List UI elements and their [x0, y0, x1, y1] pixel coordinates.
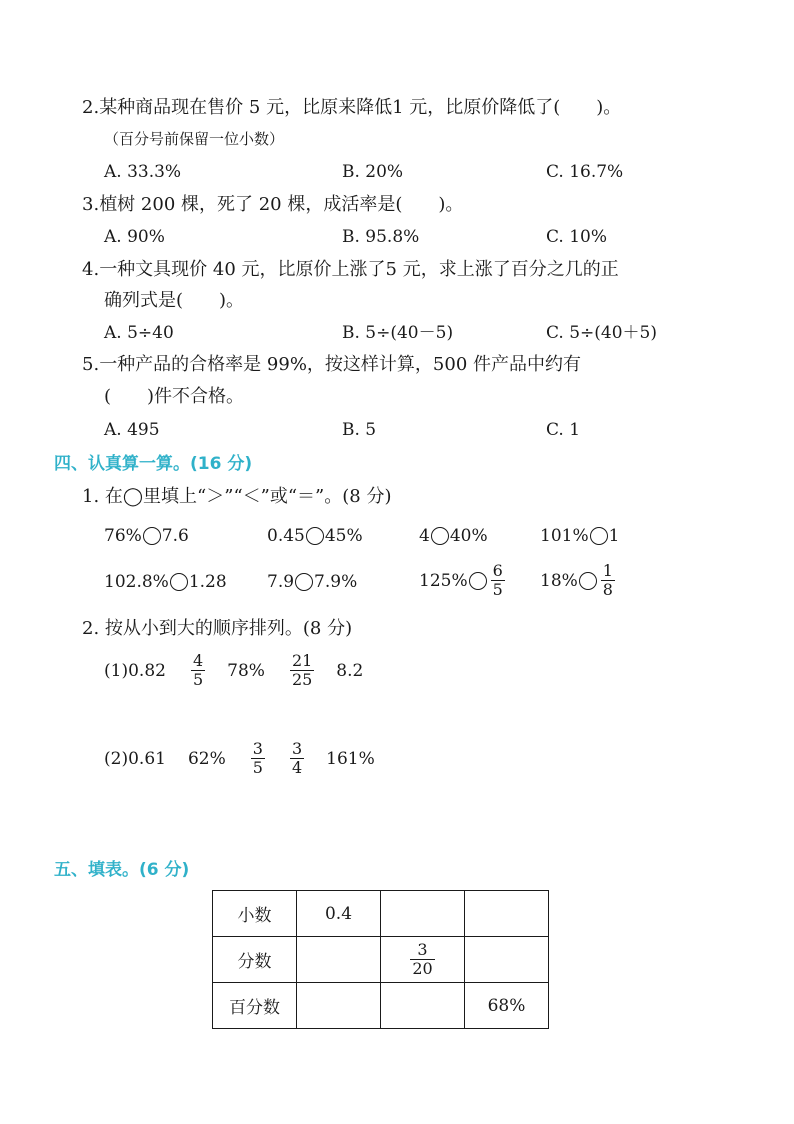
compare-left: 76% — [104, 526, 142, 546]
table-cell-blank[interactable] — [381, 891, 465, 937]
question-text: 一种文具现价 40 元，比原价上涨了5 元，求上涨了百分之几的正 — [99, 259, 619, 280]
compare-left: 102.8% — [104, 572, 169, 592]
section-5-title: 五、填表。(6 分) — [54, 860, 190, 880]
order-value: 78% — [227, 660, 265, 681]
answer-circle[interactable] — [590, 527, 608, 545]
answer-circle[interactable] — [143, 527, 161, 545]
table-cell: 68% — [465, 983, 549, 1029]
compare-left: 7.9 — [267, 572, 295, 592]
question-number: 3. — [82, 194, 100, 215]
question-3 — [82, 193, 463, 217]
question-2 — [82, 96, 621, 120]
question-text: 某种商品现在售价 5 元，比原来降低1 元，比原价降低了( )。 — [99, 97, 622, 118]
order-label: (1) — [104, 660, 129, 681]
option-a: A. 495 — [104, 420, 160, 440]
compare-item — [419, 524, 488, 548]
section-4-q2: 2. 按从小到大的顺序排列。(8 分) — [82, 618, 353, 639]
compare-right: 1.28 — [188, 572, 227, 592]
compare-item — [540, 524, 619, 548]
compare-item — [267, 570, 357, 594]
compare-item — [104, 570, 227, 594]
option-c: C. 16.7% — [546, 162, 624, 182]
order-value: 0.82 — [128, 660, 166, 681]
table-cell-blank[interactable] — [297, 983, 381, 1029]
conversion-table — [212, 890, 549, 1029]
question-text: 植树 200 棵，死了 20 棵，成活率是( )。 — [99, 194, 464, 215]
fraction-denominator: 5 — [252, 758, 263, 777]
question-number: 2. — [82, 97, 100, 118]
order-line-1 — [104, 652, 385, 689]
order-value: 62% — [187, 748, 226, 769]
section-4-title: 四、认真算一算。(16 分) — [54, 454, 253, 474]
question-number: 4. — [82, 259, 100, 280]
table-row — [213, 891, 549, 937]
row-header-fraction: 分数 — [213, 937, 297, 983]
question-4 — [82, 258, 619, 282]
fraction-numerator: 3 — [252, 739, 263, 758]
fraction-numerator: 6 — [492, 561, 503, 580]
compare-item — [540, 562, 618, 599]
order-label: (2) — [104, 748, 129, 769]
option-c: C. 10% — [546, 227, 607, 247]
option-c: C. 1 — [546, 420, 581, 440]
compare-left: 18% — [540, 570, 578, 591]
question-number: 5. — [82, 354, 100, 375]
fraction — [410, 941, 434, 978]
fraction-denominator: 25 — [291, 670, 313, 689]
fraction-numerator: 1 — [602, 561, 613, 580]
fraction-numerator: 21 — [291, 651, 313, 670]
compare-right: 1 — [608, 526, 620, 546]
fraction-denominator: 8 — [602, 580, 613, 599]
row-header-percent: 百分数 — [213, 983, 297, 1029]
fraction — [601, 562, 615, 599]
fraction-denominator: 20 — [412, 959, 433, 978]
option-a: A. 90% — [104, 227, 165, 247]
compare-right: 7.6 — [161, 526, 189, 546]
table-cell-blank[interactable] — [465, 937, 549, 983]
compare-item — [267, 524, 363, 548]
compare-right: 45% — [324, 526, 363, 546]
compare-left: 101% — [540, 526, 589, 546]
option-b: B. 95.8% — [342, 227, 420, 247]
table-row — [213, 983, 549, 1029]
answer-circle[interactable] — [170, 573, 188, 591]
fraction-denominator: 5 — [192, 670, 204, 689]
fraction-denominator: 4 — [291, 758, 303, 777]
option-b: B. 20% — [342, 162, 404, 182]
table-cell-blank[interactable] — [381, 983, 465, 1029]
order-value: 0.61 — [128, 748, 166, 769]
answer-circle[interactable] — [306, 527, 324, 545]
order-value: 161% — [326, 748, 375, 769]
question-5-line2: ( )件不合格。 — [104, 386, 245, 407]
row-header-decimal: 小数 — [213, 891, 297, 937]
fraction-numerator: 3 — [291, 739, 303, 758]
fraction — [290, 740, 304, 777]
answer-circle[interactable] — [579, 572, 597, 590]
fraction — [491, 562, 505, 599]
table-cell-blank[interactable] — [297, 937, 381, 983]
answer-circle[interactable] — [295, 573, 313, 591]
table-cell: 0.4 — [297, 891, 381, 937]
fraction — [290, 652, 314, 689]
fraction — [191, 652, 205, 689]
option-a: A. 33.3% — [104, 162, 182, 182]
question-5 — [82, 353, 581, 377]
compare-left: 4 — [419, 526, 430, 546]
table-row — [213, 937, 549, 983]
option-a: A. 5÷40 — [104, 323, 174, 343]
compare-right: 7.9% — [314, 572, 358, 592]
compare-item — [419, 562, 508, 599]
compare-item — [104, 524, 189, 548]
fraction-numerator: 3 — [417, 940, 428, 959]
option-b: B. 5 — [342, 420, 377, 440]
question-4-line2: 确列式是( )。 — [104, 290, 245, 311]
fraction — [251, 740, 265, 777]
table-cell-blank[interactable] — [465, 891, 549, 937]
option-c: C. 5÷(40＋5) — [546, 323, 657, 343]
section-4-q1: 1. 在◯里填上“＞”“＜”或“＝”。(8 分) — [82, 486, 392, 507]
compare-right: 40% — [449, 526, 488, 546]
compare-left: 125% — [419, 570, 468, 591]
fraction-numerator: 4 — [192, 651, 204, 670]
table-cell — [381, 937, 465, 983]
compare-left: 0.45 — [267, 526, 305, 546]
option-b: B. 5÷(40－5) — [342, 323, 454, 343]
question-text: 一种产品的合格率是 99%，按这样计算，500 件产品中约有 — [99, 354, 581, 375]
answer-circle[interactable] — [469, 572, 487, 590]
fraction-denominator: 5 — [492, 580, 503, 599]
order-value: 8.2 — [336, 660, 364, 681]
order-line-2 — [104, 740, 397, 777]
question-2-note: （百分号前保留一位小数） — [104, 130, 285, 148]
answer-circle[interactable] — [431, 527, 449, 545]
